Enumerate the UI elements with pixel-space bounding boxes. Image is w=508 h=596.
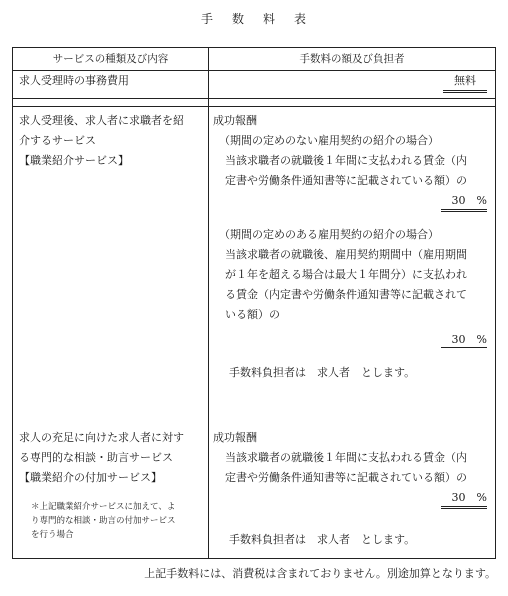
burden-text: 手数料負担者は 求人者 とします。 xyxy=(229,366,416,379)
percent-value: 30 % xyxy=(441,333,487,348)
row3-fee xyxy=(213,428,491,550)
row1-fee xyxy=(443,71,487,93)
case-line: 当該求職者の就職後１年間に支払われる賃金（内 xyxy=(225,154,467,167)
case-line: 定書や労働条件通知書等に記載されている額）の xyxy=(225,471,467,484)
case-heading: （期間の定めのある雇用契約の紹介の場合） xyxy=(219,228,439,241)
row1-service: 求人受理時の事務費用 xyxy=(19,74,129,87)
row3-service xyxy=(19,428,205,542)
case-line: 定書や労働条件通知書等に記載されている額）の xyxy=(225,174,467,187)
fee-table xyxy=(12,47,496,559)
page-title xyxy=(0,10,508,27)
service-line: 【職業紹介サービス】 xyxy=(19,154,129,167)
case-line: る賃金（内定書や労働条件通知書等に記載されて xyxy=(225,288,467,301)
percent-value: 30 % xyxy=(441,490,487,509)
fee-free-value: 無料 xyxy=(443,72,487,93)
title-char: 表 xyxy=(294,12,308,26)
service-line: 介するサービス xyxy=(19,134,96,147)
case-line: 当該求職者の就職後１年間に支払われる賃金（内 xyxy=(225,451,467,464)
service-line: 求人の充足に向けた求人者に対す xyxy=(19,431,184,444)
column-divider xyxy=(208,48,209,558)
tax-footnote: 上記手数料には、消費税は含まれておりません。別途加算となります。 xyxy=(144,567,496,580)
fee-heading: 成功報酬 xyxy=(213,114,257,127)
row2-service xyxy=(19,111,205,171)
header-fee: 手数料の額及び負担者 xyxy=(299,53,405,65)
row2-fee xyxy=(213,111,491,383)
title-char: 料 xyxy=(263,12,277,26)
burden-text: 手数料負担者は 求人者 とします。 xyxy=(229,533,416,546)
case-line: 当該求職者の就職後、雇用契約期間中（雇用期間 xyxy=(225,248,467,261)
case-heading: （期間の定めのない雇用契約の紹介の場合） xyxy=(219,134,439,147)
percent-value: 30 % xyxy=(441,193,487,212)
case-line: が１年を超える場合は最大１年間分）に支払われ xyxy=(225,268,467,281)
note-line: ＊上記職業紹介サービスに加えて、よ xyxy=(31,502,176,512)
row-divider xyxy=(13,98,495,99)
note-line: り専門的な相談・助言の付加サービス xyxy=(31,516,176,526)
row-divider xyxy=(13,106,495,107)
title-char: 数 xyxy=(231,12,245,26)
case-line: いる額）の xyxy=(225,308,280,321)
fee-heading: 成功報酬 xyxy=(213,431,257,444)
service-line: 【職業紹介の付加サービス】 xyxy=(19,471,162,484)
service-line: る専門的な相談・助言サービス xyxy=(19,451,173,464)
header-service: サービスの種類及び内容 xyxy=(52,53,169,65)
service-line: 求人受理後、求人者に求職者を紹 xyxy=(19,114,184,127)
note-line: を行う場合 xyxy=(31,530,74,540)
title-char: 手 xyxy=(200,12,214,26)
